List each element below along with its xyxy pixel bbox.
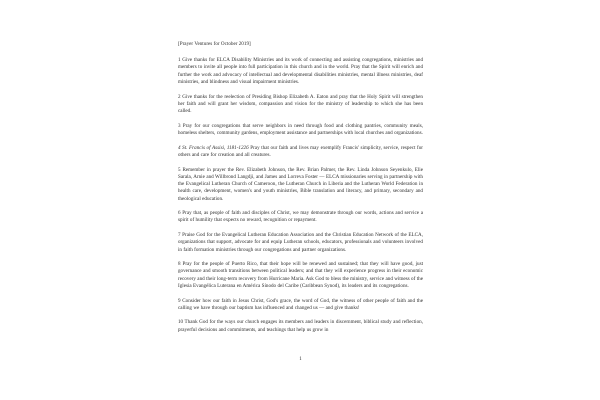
document-title: [Prayer Ventures for October 2019] <box>178 41 251 47</box>
page-number: 1 <box>299 356 302 362</box>
prayer-paragraph-8: 8 Pray for the people of Puerto Rico, that their hope will be renewed and sustained; that they will have good, just governance and smooth transitions between political leaders; and that they will experience progress in their economic recovery and their long-term recovery from Hurricane Maria. Ask God to bless the ministry, service and witness of the Iglesia Evangélica Luterana en América Sínodo del Caribe (Caribbean Synod), its leaders and its congregations. <box>178 261 423 289</box>
document-text-column <box>178 41 423 334</box>
prayer-paragraph-3: 3 Pray for our congregations that serve neighbors in need through food and clothing pantries, community meals, homeless shelters, community gardens, employment assistance and partnerships with local churches and organizations. <box>178 122 423 136</box>
saint-commemoration-label: 4 St. Francis of Assisi, 1181-1226 <box>178 144 249 151</box>
prayer-paragraph-10: 10 Thank God for the ways our church engages its members and leaders in discernment, biblical study and reflection, prayerful decisions and commitments, and teachings that help us grow in <box>178 319 423 333</box>
prayer-paragraph-6: 6 Pray that, as people of faith and disciples of Christ, we may demonstrate through our words, actions and service a spirit of humility that expects no reward, recognition or repayment. <box>178 210 423 224</box>
prayer-paragraph-5: 5 Remember in prayer the Rev. Elizabeth Johnson, the Rev. Brian Palmer, the Rev. Linda Johnson Seyenkulo, Elie Sarala, Arnie and Willbrond Langdji, and James and Lorreva Foster — ELCA missionaries serving in partnership with the Evangelical Lutheran Church of Cameroon, the Lutheran Church in Liberia and the Lutheran World Federation in health care, development, women's and youth ministries, Bible translation and literacy, and primary, secondary and theological education. <box>178 166 423 202</box>
prayer-paragraph-1: 1 Give thanks for ELCA Disability Ministries and its work of connecting and assisting congregations, ministries and members to invite all people into full participation in this church and in the world. Pray that the Spirit will enrich and further the work and advocacy of intellectual and developmental disabilities ministries, mental illness ministries, deaf ministries, and blindness and visual impairment ministries. <box>178 57 423 85</box>
prayer-paragraph-4-body: Pray that our faith and lives may exemplify Francis' simplicity, service, respect for others and care for creation and all creatures. <box>178 144 423 158</box>
prayer-paragraph-9: 9 Consider how our faith in Jesus Christ, God's grace, the word of God, the witness of other people of faith and the calling we have through our baptism has influenced and changed us — and give thanks! <box>178 297 423 311</box>
prayer-paragraph-2: 2 Give thanks for the reelection of Presiding Bishop Elizabeth A. Eaton and pray that the Holy Spirit will strengthen her faith and will grant her wisdom, compassion and vision for the ministry of leadership to which she has been called. <box>178 93 423 115</box>
prayer-paragraph-7: 7 Praise God for the Evangelical Lutheran Education Association and the Christian Education Network of the ELCA, organizations that support, advocate for and equip Lutheran schools, educators, professionals and volunteers involved in faith formation ministries through our congregations and partner organizations. <box>178 232 423 253</box>
prayer-paragraph-4 <box>178 145 423 160</box>
